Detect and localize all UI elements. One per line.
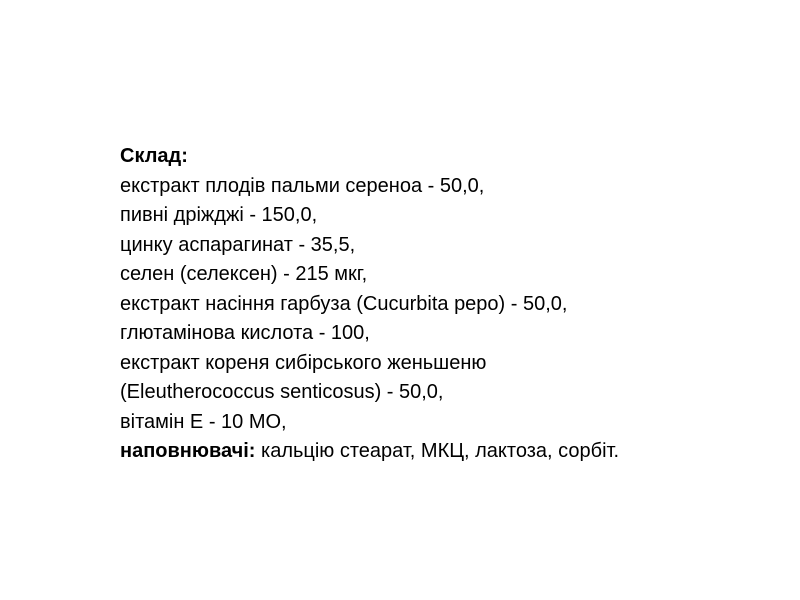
ingredient-line: глютамінова кислота - 100,	[120, 322, 370, 344]
ingredient-line: (Eleutherococcus senticosus) - 50,0,	[120, 381, 444, 403]
fillers-line	[120, 437, 780, 467]
fillers-value: кальцію стеарат, МКЦ, лактоза, сорбіт.	[255, 440, 620, 462]
ingredient-line: екстракт кореня сибірського женьшеню	[120, 351, 487, 374]
composition-heading: Склад:	[120, 145, 188, 167]
ingredient-line: екстракт насіння гарбуза (Cucurbita pepo) - 50,0,	[120, 292, 568, 315]
ingredient-line: пивні дріжджі - 150,0,	[120, 204, 318, 226]
fillers-label: наповнювачі:	[120, 440, 256, 462]
ingredient-line: цинку аспарагинат - 35,5,	[120, 233, 356, 256]
ingredient-line: вітамін Е - 10 МО,	[120, 410, 287, 433]
ingredient-line: екстракт плодів пальми сереноа - 50,0,	[120, 174, 485, 197]
ingredient-line: селен (селексен) - 215 мкг,	[120, 263, 368, 285]
composition-block	[120, 142, 780, 467]
